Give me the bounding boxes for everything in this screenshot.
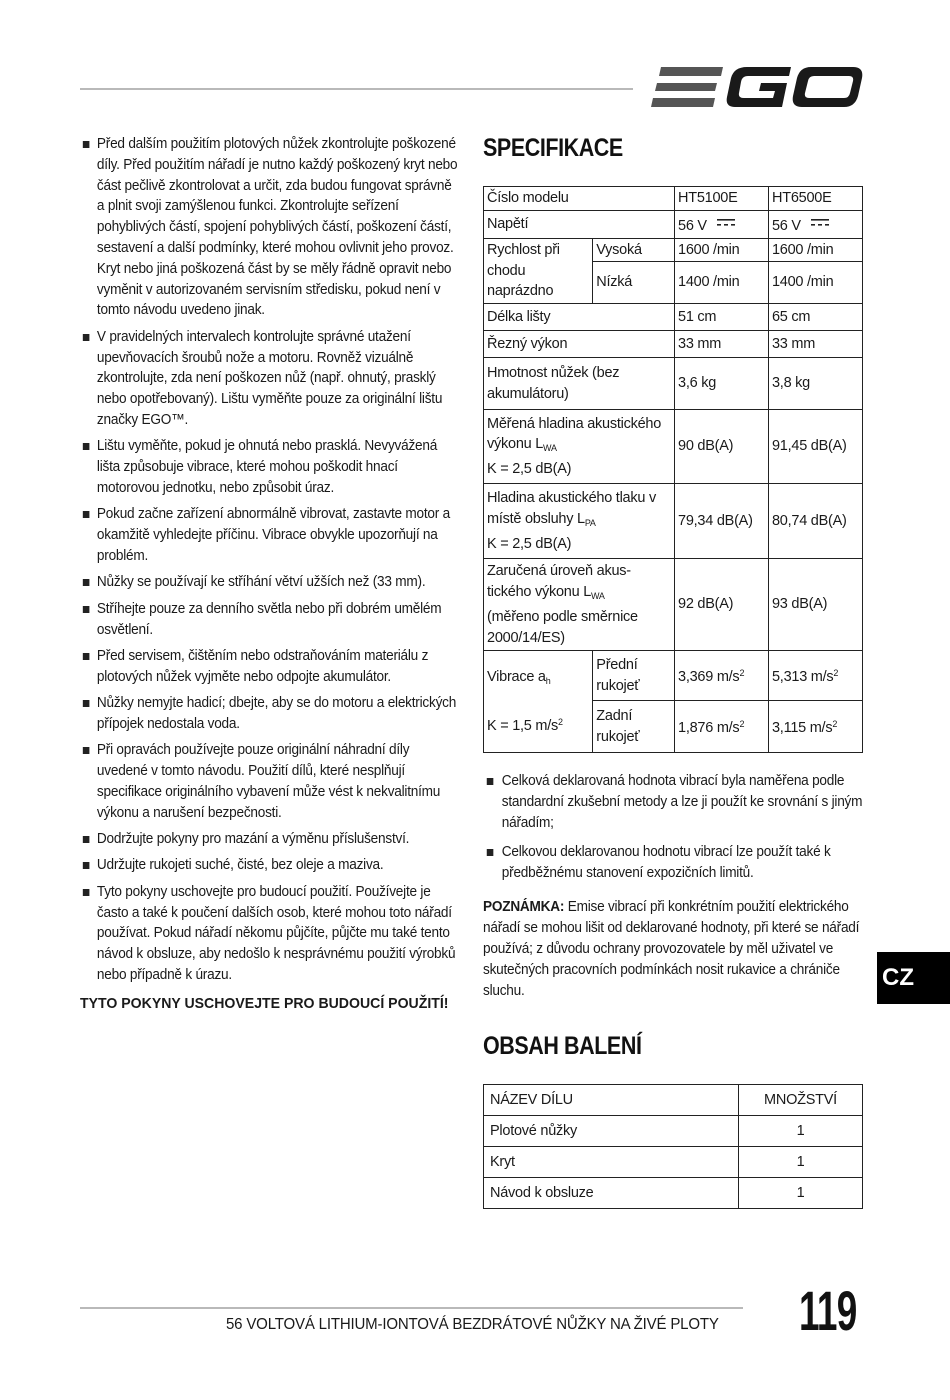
list-item: Celkovou deklarovanou hodnotu vibrací lze použít také k předběžnému stanovení expozičních limitů. xyxy=(483,842,867,884)
spec-label: K = 2,5 dB(A) xyxy=(487,535,572,552)
vibration-note-paragraph xyxy=(483,897,870,1002)
part-name: Kryt xyxy=(484,1147,739,1178)
footer-title: 56 VOLTOVÁ LITHIUM-IONTOVÁ BEZDRÁTOVÉ NŮŽKY NA ŽIVÉ PLOTY xyxy=(226,1316,719,1333)
list-item: Stříhejte pouze za denního světla nebo při dobrém umělém osvětlení. xyxy=(80,599,460,641)
spec-label: Vysoká xyxy=(593,238,675,262)
superscript: 2 xyxy=(832,719,838,730)
spec-value: 1600 /min xyxy=(675,238,769,262)
spec-label: (měřeno podle směrnice 2000/14/ES) xyxy=(487,608,638,646)
spec-label: Napětí xyxy=(484,210,675,238)
spec-value: 1,876 m/s xyxy=(678,720,740,737)
page-number: 119 xyxy=(799,1279,857,1342)
spec-label-cell xyxy=(484,484,675,559)
spec-label: Zaručená úroveň akus-tického výkonu L xyxy=(487,563,631,601)
list-item: Před servisem, čištěním nebo odstraňováním materiálu z plotových nůžek vyjměte nebo odpojte akumulátor. xyxy=(80,646,460,688)
spec-value: 3,8 kg xyxy=(768,358,862,410)
part-qty: 1 xyxy=(739,1116,863,1147)
list-item: Celková deklarovaná hodnota vibrací byla naměřena podle standardní zkušební metody a lze ji použít ke srovnání s jiným nářadím; xyxy=(483,771,867,833)
spec-value: 93 dB(A) xyxy=(768,559,862,651)
spec-value: 65 cm xyxy=(768,304,862,331)
subscript: h xyxy=(545,675,551,686)
table-row xyxy=(484,210,863,238)
superscript: 2 xyxy=(558,717,563,728)
spec-label: Hladina akustického tlaku v místě obsluhy L xyxy=(487,490,656,527)
spec-value: 51 cm xyxy=(675,304,769,331)
keep-instructions-note: TYTO POKYNY USCHOVEJTE PRO BUDOUCÍ POUŽITÍ! xyxy=(80,994,449,1012)
spec-column xyxy=(483,134,863,1201)
table-row xyxy=(484,238,863,262)
table-row xyxy=(484,651,863,701)
subscript: PA xyxy=(584,517,596,528)
spec-value: 80,74 dB(A) xyxy=(768,484,862,559)
header-rule xyxy=(80,88,633,90)
table-row xyxy=(484,187,863,211)
list-item: Při opravách používejte pouze originální náhradní díly uvedené v tomto návodu. Použití dílů, které nesplňují specifikace originálního vybavení může vést k nekvalitnímu výkonu a narušení bezpečnosti. xyxy=(80,740,460,823)
spec-value: 3,369 m/s xyxy=(678,669,740,686)
dc-symbol-icon xyxy=(717,219,735,227)
spec-value-cell xyxy=(675,701,769,753)
spec-table xyxy=(483,186,863,753)
superscript: 2 xyxy=(739,668,745,679)
table-row xyxy=(484,304,863,331)
spec-value: 79,34 dB(A) xyxy=(675,484,769,559)
spec-value: 5,313 m/s xyxy=(771,669,834,686)
table-row xyxy=(484,559,863,651)
spec-label: Řezný výkon xyxy=(484,331,675,358)
spec-label: Měřená hladina akustického výkonu L xyxy=(487,415,662,453)
spec-label: Přední rukojeť xyxy=(593,651,675,701)
spec-value: 1400 /min xyxy=(768,262,862,304)
list-item: Lištu vyměňte, pokud je ohnutá nebo prasklá. Nevyvážená lišta způsobuje vibrace, které mohou poškodit hnací motorovou jednotku, nebo způsobit úraz. xyxy=(80,436,460,498)
spec-label: Číslo modelu xyxy=(484,187,675,211)
spec-label: K = 1,5 m/s xyxy=(487,718,558,735)
footer-rule xyxy=(80,1307,743,1309)
spec-value-cell xyxy=(675,210,769,238)
spec-value: 33 mm xyxy=(768,331,862,358)
list-item: Nůžky nemyjte hadicí; dbejte, aby se do motoru a elektrických přípojek nedostala voda. xyxy=(80,693,460,735)
spec-label-cell xyxy=(484,651,593,753)
note-label: POZNÁMKA: xyxy=(483,899,565,915)
table-row xyxy=(484,1178,863,1209)
spec-title: SPECIFIKACE xyxy=(483,134,623,162)
subscript: WA xyxy=(543,443,557,454)
table-row xyxy=(484,484,863,559)
superscript: 2 xyxy=(833,668,839,679)
spec-label: K = 2,5 dB(A) xyxy=(487,461,572,478)
spec-value: 33 mm xyxy=(675,331,769,358)
list-item: Před dalším použitím plotových nůžek zkontrolujte poškozené díly. Před použitím nářadí je nutno každý poškozený kryt nebo část pečlivě zkontrolovat a určit, zda budou fungovat správně a plnit svoji zamýšlenou funkci. Zkontrolujte seřízení pohyblivých částí, spojení pohyblivých částí, poškození částí, sestavení a další podmínky, které mohou ovlivnit jeho provoz. Kryt nebo jiná poškozená část by se měly řádně opravit nebo vyměnit v autorizovaném servisním středisku, pokud není v tomto návodu uvedeno jinak. xyxy=(80,134,460,321)
list-item: Dodržujte pokyny pro mazání a výměnu příslušenství. xyxy=(80,829,460,850)
column-header: NÁZEV DÍLU xyxy=(484,1085,739,1116)
vibration-notes xyxy=(483,771,873,893)
spec-value: 3,6 kg xyxy=(675,358,769,410)
spec-value-cell xyxy=(768,701,862,753)
spec-value-cell xyxy=(768,651,862,701)
dc-symbol-icon xyxy=(811,219,829,227)
ego-logo xyxy=(651,62,863,112)
spec-label: Vibrace a xyxy=(487,668,546,685)
note-text: Emise vibrací při konkrétním použití elektrického nářadí se mohou lišit od deklarované hodnoty, při které se nářadí používá; z důvodu ochrany provozovatele by měl uživatel ve skutečných pracovních podmínkách nosit rukavice a chrániče sluchu. xyxy=(483,899,860,999)
part-name: Návod k obsluze xyxy=(484,1178,739,1209)
table-row xyxy=(484,331,863,358)
spec-value: 1400 /min xyxy=(675,262,769,304)
spec-label: Hmotnost nůžek (bez akumulátoru) xyxy=(484,358,675,410)
spec-label: Zadní rukojeť xyxy=(593,701,675,753)
safety-column xyxy=(80,134,460,1013)
list-item: Pokud začne zařízení abnormálně vibrovat, zastavte motor a okamžitě vyhledejte příčinu. Vibrace obvykle upozorňují na problém. xyxy=(80,504,460,566)
spec-value: 92 dB(A) xyxy=(675,559,769,651)
table-row xyxy=(484,358,863,410)
table-header-row xyxy=(484,1085,863,1116)
spec-value: 56 V xyxy=(771,217,801,234)
superscript: 2 xyxy=(739,719,745,730)
contents-title: OBSAH BALENÍ xyxy=(483,1032,642,1060)
spec-value: 91,45 dB(A) xyxy=(768,410,862,484)
spec-value-cell xyxy=(768,210,862,238)
list-item: Nůžky se používají ke stříhání větví užších než (33 mm). xyxy=(80,572,460,593)
part-name: Plotové nůžky xyxy=(484,1116,739,1147)
spec-label-cell xyxy=(484,559,675,651)
spec-label: Nízká xyxy=(593,262,675,304)
safety-list xyxy=(80,134,460,986)
table-row xyxy=(484,410,863,484)
spec-value: 1600 /min xyxy=(768,238,862,262)
spec-value: HT5100E xyxy=(675,187,769,211)
part-qty: 1 xyxy=(739,1147,863,1178)
spec-label: Rychlost při chodu naprázdno xyxy=(484,238,593,304)
spec-label-cell xyxy=(484,410,675,484)
column-header: MNOŽSTVÍ xyxy=(739,1085,863,1116)
spec-label: Délka lišty xyxy=(484,304,675,331)
list-item: V pravidelných intervalech kontrolujte správné utažení upevňovacích šroubů nože a motoru. Rovněž vizuálně zkontrolujte, zda není poškozen nůž (např. ohnutý, prasklý nebo opotřebovaný). Lištu vyměňte pouze za originální lištu značky EGO™. xyxy=(80,327,460,431)
language-tab: CZ xyxy=(877,952,950,1004)
spec-value: 3,115 m/s xyxy=(771,720,833,737)
spec-value: 90 dB(A) xyxy=(675,410,769,484)
spec-value-cell xyxy=(675,651,769,701)
part-qty: 1 xyxy=(739,1178,863,1209)
subscript: WA xyxy=(591,591,605,602)
table-row xyxy=(484,1116,863,1147)
spec-value: HT6500E xyxy=(768,187,862,211)
contents-table xyxy=(483,1084,863,1209)
spec-value: 56 V xyxy=(678,217,707,234)
list-item: Tyto pokyny uschovejte pro budoucí použití. Používejte je často a také k poučení dalších osob, které mohou toto nářadí používat. Pokud nářadí někomu půjčíte, půjčte mu také tento návod k obsluze, aby nedošlo k nesprávnému použití výrobků nebo případně k úrazu. xyxy=(80,882,460,986)
list-item: Udržujte rukojeti suché, čisté, bez oleje a maziva. xyxy=(80,855,460,876)
table-row xyxy=(484,1147,863,1178)
